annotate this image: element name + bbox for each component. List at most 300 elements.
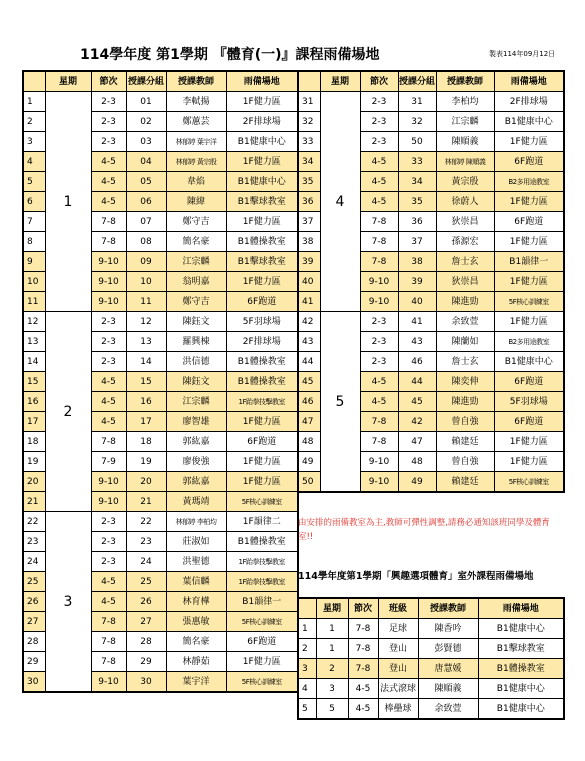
row-number: 6: [23, 192, 45, 212]
venue-cell: 6F跑道: [494, 152, 564, 172]
group-cell: 09: [126, 252, 166, 272]
row-number: 17: [23, 412, 45, 432]
group-cell: 14: [126, 352, 166, 372]
header-class: 班級: [378, 598, 418, 619]
period-cell: 7-8: [348, 639, 378, 659]
teacher-cell: 徐蔚人: [436, 192, 494, 212]
period-cell: 2-3: [91, 552, 126, 572]
teacher-cell: 江宗麟: [436, 112, 494, 132]
teacher-cell: 林郁婷 李柏均: [166, 512, 226, 532]
venue-cell: B1健康中心: [478, 699, 564, 720]
row-number: 46: [298, 392, 320, 412]
header-group: 授課分組: [126, 71, 166, 92]
period-cell: 7-8: [91, 212, 126, 232]
row-number: 37: [298, 212, 320, 232]
venue-cell: 1F健力區: [226, 92, 298, 112]
group-cell: 11: [126, 292, 166, 312]
teacher-cell: 黃瑪靖: [166, 492, 226, 512]
group-cell: 39: [398, 272, 436, 292]
venue-cell: 1F跆拳技擊教室: [226, 552, 298, 572]
period-cell: 4-5: [348, 699, 378, 720]
teacher-cell: 陳順義: [418, 679, 478, 699]
teacher-cell: 陳香吟: [418, 619, 478, 639]
group-cell: 13: [126, 332, 166, 352]
group-cell: 10: [126, 272, 166, 292]
teacher-cell: 韋焰: [166, 172, 226, 192]
group-cell: 18: [126, 432, 166, 452]
row-number: 1: [298, 619, 316, 639]
venue-cell: B1韻律一: [226, 592, 298, 612]
period-cell: 9-10: [91, 472, 126, 492]
teacher-cell: 郭紘嘉: [166, 432, 226, 452]
venue-cell: B1體操教室: [226, 232, 298, 252]
teacher-cell: 詹士玄: [436, 252, 494, 272]
teacher-cell: 黃宗殷: [436, 172, 494, 192]
group-cell: 19: [126, 452, 166, 472]
weekday-group: 3: [45, 512, 91, 693]
teacher-cell: 林育樺: [166, 592, 226, 612]
row-number: 50: [298, 472, 320, 493]
teacher-cell: 翁明嘉: [166, 272, 226, 292]
teacher-cell: 陳鈺文: [166, 312, 226, 332]
weekday-group: 5: [320, 312, 360, 493]
group-cell: 21: [126, 492, 166, 512]
row-number: 26: [23, 592, 45, 612]
period-cell: 2-3: [91, 532, 126, 552]
venue-cell: 1F健力區: [226, 472, 298, 492]
group-cell: 01: [126, 92, 166, 112]
row-number: 32: [298, 112, 320, 132]
venue-cell: 1F健力區: [226, 152, 298, 172]
period-cell: 4-5: [91, 192, 126, 212]
row-number: 8: [23, 232, 45, 252]
teacher-cell: 陳鈺文: [166, 372, 226, 392]
row-number: 20: [23, 472, 45, 492]
period-cell: 9-10: [360, 292, 398, 312]
period-cell: 7-8: [91, 432, 126, 452]
group-cell: 26: [126, 592, 166, 612]
period-cell: 2-3: [91, 92, 126, 112]
period-cell: 2-3: [91, 332, 126, 352]
group-cell: 47: [398, 432, 436, 452]
period-cell: 2-3: [91, 352, 126, 372]
venue-cell: 1F韻律二: [226, 512, 298, 532]
header-venue: 雨備場地: [494, 71, 564, 92]
table-row: [298, 92, 564, 112]
row-number: 16: [23, 392, 45, 412]
group-cell: 05: [126, 172, 166, 192]
weekday-group: 2: [45, 312, 91, 512]
group-cell: 41: [398, 312, 436, 332]
teacher-cell: 洪聖德: [166, 552, 226, 572]
teacher-cell: 彭賢德: [418, 639, 478, 659]
table-row: [298, 312, 564, 332]
row-number: 9: [23, 252, 45, 272]
venue-cell: 1F健力區: [226, 452, 298, 472]
venue-cell: 6F跑道: [494, 372, 564, 392]
row-number: 13: [23, 332, 45, 352]
group-cell: 35: [398, 192, 436, 212]
venue-cell: B1體操教室: [226, 372, 298, 392]
venue-cell: B2多用途教室: [494, 172, 564, 192]
class-cell: 登山: [378, 659, 418, 679]
teacher-cell: 江宗麟: [166, 252, 226, 272]
teacher-cell: 簡名豪: [166, 232, 226, 252]
period-cell: 4-5: [360, 152, 398, 172]
group-cell: 48: [398, 452, 436, 472]
period-cell: 2-3: [91, 112, 126, 132]
period-cell: 4-5: [91, 152, 126, 172]
row-number: 23: [23, 532, 45, 552]
row-number: 47: [298, 412, 320, 432]
teacher-cell: 狄崇昌: [436, 272, 494, 292]
group-cell: 16: [126, 392, 166, 412]
venue-cell: B1健康中心: [494, 112, 564, 132]
header-teacher: 授課教師: [418, 598, 478, 619]
period-cell: 4-5: [360, 392, 398, 412]
group-cell: 50: [398, 132, 436, 152]
group-cell: 03: [126, 132, 166, 152]
period-cell: 9-10: [91, 492, 126, 512]
left-schedule-table: [22, 70, 299, 693]
header-teacher: 授課教師: [166, 71, 226, 92]
group-cell: 33: [398, 152, 436, 172]
weekday-cell: 3: [316, 679, 348, 699]
row-number: 34: [298, 152, 320, 172]
period-cell: 2-3: [360, 132, 398, 152]
row-number: 1: [23, 92, 45, 112]
teacher-cell: 洪信德: [166, 352, 226, 372]
teacher-cell: 羅興棟: [166, 332, 226, 352]
table-header-row: [23, 71, 298, 92]
row-number: 42: [298, 312, 320, 332]
venue-cell: 5F羽球場: [494, 392, 564, 412]
period-cell: 7-8: [360, 432, 398, 452]
teacher-cell: 賴建廷: [436, 432, 494, 452]
period-cell: 7-8: [91, 232, 126, 252]
venue-cell: 5F羽球場: [226, 312, 298, 332]
venue-cell: 2F排球場: [494, 92, 564, 112]
period-cell: 9-10: [91, 252, 126, 272]
group-cell: 37: [398, 232, 436, 252]
teacher-cell: 林靜茹: [166, 652, 226, 672]
period-cell: 4-5: [348, 679, 378, 699]
teacher-cell: 鄭守吉: [166, 212, 226, 232]
teacher-cell: 張惠敏: [166, 612, 226, 632]
venue-cell: 6F跑道: [494, 212, 564, 232]
row-number: 43: [298, 332, 320, 352]
venue-cell: 5F核心訓練室: [226, 492, 298, 512]
group-cell: 08: [126, 232, 166, 252]
header-teacher: 授課教師: [436, 71, 494, 92]
teacher-cell: 曾自強: [436, 412, 494, 432]
period-cell: 2-3: [91, 312, 126, 332]
venue-cell: 2F排球場: [226, 112, 298, 132]
teacher-cell: 鄭蕙芸: [166, 112, 226, 132]
row-number: 33: [298, 132, 320, 152]
table-row: [298, 679, 564, 699]
header-weekday: 星期: [320, 71, 360, 92]
group-cell: 45: [398, 392, 436, 412]
row-number: 31: [298, 92, 320, 112]
group-cell: 31: [398, 92, 436, 112]
row-number: 4: [23, 152, 45, 172]
group-cell: 23: [126, 532, 166, 552]
teacher-cell: 孫源宏: [436, 232, 494, 252]
group-cell: 25: [126, 572, 166, 592]
teacher-cell: 賴建廷: [436, 472, 494, 493]
row-number: 35: [298, 172, 320, 192]
teacher-cell: 李軾揚: [166, 92, 226, 112]
teacher-cell: 廖俊強: [166, 452, 226, 472]
table-row: [298, 639, 564, 659]
period-cell: 4-5: [360, 172, 398, 192]
class-cell: 法式滾球: [378, 679, 418, 699]
teacher-cell: 陳進勁: [436, 392, 494, 412]
group-cell: 42: [398, 412, 436, 432]
teacher-cell: 詹士玄: [436, 352, 494, 372]
venue-cell: B1健康中心: [478, 679, 564, 699]
group-cell: 20: [126, 472, 166, 492]
period-cell: 4-5: [91, 392, 126, 412]
group-cell: 38: [398, 252, 436, 272]
venue-cell: 1F健力區: [494, 432, 564, 452]
header-group: 授課分組: [398, 71, 436, 92]
period-cell: 4-5: [360, 192, 398, 212]
group-cell: 28: [126, 632, 166, 652]
venue-cell: 6F跑道: [226, 432, 298, 452]
row-number: 21: [23, 492, 45, 512]
group-cell: 07: [126, 212, 166, 232]
teacher-cell: 莊淑如: [166, 532, 226, 552]
venue-cell: B1擊球教室: [226, 192, 298, 212]
row-number: 5: [298, 699, 316, 720]
venue-cell: 1F健力區: [226, 652, 298, 672]
teacher-cell: 余致萱: [418, 699, 478, 720]
period-cell: 7-8: [91, 632, 126, 652]
teacher-cell: 郭紘嘉: [166, 472, 226, 492]
venue-cell: 1F健力區: [494, 312, 564, 332]
period-cell: 9-10: [91, 672, 126, 693]
period-cell: 7-9: [91, 452, 126, 472]
header-period: 節次: [360, 71, 398, 92]
period-cell: 2-3: [360, 352, 398, 372]
teacher-cell: 陳進勁: [436, 292, 494, 312]
teacher-cell: 余致萱: [436, 312, 494, 332]
period-cell: 4-5: [91, 412, 126, 432]
teacher-cell: 葉宇洋: [166, 672, 226, 693]
period-cell: 9-10: [360, 272, 398, 292]
period-cell: 7-8: [360, 252, 398, 272]
row-number: 28: [23, 632, 45, 652]
period-cell: 9-10: [360, 452, 398, 472]
venue-cell: 1F健力區: [226, 212, 298, 232]
row-number: 15: [23, 372, 45, 392]
row-number: 2: [23, 112, 45, 132]
row-number: 41: [298, 292, 320, 312]
venue-cell: 1F健力區: [226, 412, 298, 432]
row-number: 38: [298, 232, 320, 252]
class-cell: 登山: [378, 639, 418, 659]
table-row: [23, 92, 298, 112]
teacher-cell: 陳奕伸: [436, 372, 494, 392]
row-number: 11: [23, 292, 45, 312]
venue-cell: 1F跆拳技擊教室: [226, 572, 298, 592]
venue-cell: 5F核心訓練室: [226, 672, 298, 693]
row-number: 22: [23, 512, 45, 532]
group-cell: 36: [398, 212, 436, 232]
group-cell: 43: [398, 332, 436, 352]
table-row: [298, 619, 564, 639]
row-number: 5: [23, 172, 45, 192]
group-cell: 44: [398, 372, 436, 392]
period-cell: 4-5: [91, 592, 126, 612]
header-period: 節次: [91, 71, 126, 92]
period-cell: 7-8: [91, 612, 126, 632]
period-cell: 7-8: [348, 619, 378, 639]
group-cell: 17: [126, 412, 166, 432]
venue-cell: 1F健力區: [494, 452, 564, 472]
table-row: [23, 312, 298, 332]
row-number: 12: [23, 312, 45, 332]
row-number: 10: [23, 272, 45, 292]
venue-cell: B1健康中心: [226, 172, 298, 192]
venue-cell: 6F跑道: [494, 412, 564, 432]
teacher-cell: 狄崇昌: [436, 212, 494, 232]
venue-cell: 6F跑道: [226, 632, 298, 652]
row-number: 24: [23, 552, 45, 572]
header-weekday: 星期: [45, 71, 91, 92]
table-header-row: [298, 598, 564, 619]
period-cell: 2-3: [360, 312, 398, 332]
row-number: 45: [298, 372, 320, 392]
row-number: 14: [23, 352, 45, 372]
period-cell: 7-8: [91, 652, 126, 672]
venue-cell: 6F跑道: [226, 292, 298, 312]
row-number: 3: [23, 132, 45, 152]
row-number: 48: [298, 432, 320, 452]
period-cell: 7-8: [348, 659, 378, 679]
group-cell: 34: [398, 172, 436, 192]
teacher-cell: 唐慧媛: [418, 659, 478, 679]
right-schedule-table: [297, 70, 565, 493]
period-cell: 9-10: [360, 472, 398, 493]
period-cell: 2-3: [360, 92, 398, 112]
venue-cell: 5F核心訓練室: [494, 472, 564, 493]
teacher-cell: 曾自強: [436, 452, 494, 472]
row-number: 3: [298, 659, 316, 679]
period-cell: 2-3: [360, 112, 398, 132]
period-cell: 4-5: [91, 372, 126, 392]
teacher-cell: 林郁婷 葉宇洋: [166, 132, 226, 152]
rain-note: 由安排的雨備教室為主,教師可彈性調整,請務必通知該班同學及體育室!!: [298, 518, 550, 542]
venue-cell: B1擊球教室: [226, 252, 298, 272]
period-cell: 2-3: [91, 132, 126, 152]
venue-cell: 1F健力區: [494, 192, 564, 212]
period-cell: 7-8: [360, 232, 398, 252]
row-number: 30: [23, 672, 45, 693]
group-cell: 29: [126, 652, 166, 672]
period-cell: 7-8: [360, 212, 398, 232]
venue-cell: 1F健力區: [494, 272, 564, 292]
group-cell: 27: [126, 612, 166, 632]
row-number: 18: [23, 432, 45, 452]
row-number: 27: [23, 612, 45, 632]
teacher-cell: 陳順義: [436, 132, 494, 152]
weekday-cell: 5: [316, 699, 348, 720]
group-cell: 15: [126, 372, 166, 392]
row-number: 7: [23, 212, 45, 232]
teacher-cell: 簡名豪: [166, 632, 226, 652]
weekday-cell: 1: [316, 619, 348, 639]
teacher-cell: 陳蘭如: [436, 332, 494, 352]
teacher-cell: 鄭守吉: [166, 292, 226, 312]
row-number: 29: [23, 652, 45, 672]
row-number: 2: [298, 639, 316, 659]
teacher-cell: 江宗麟: [166, 392, 226, 412]
weekday-group: 1: [45, 92, 91, 312]
header-blank: [298, 598, 316, 619]
venue-cell: B1體操教室: [226, 352, 298, 372]
venue-cell: 1F健力區: [494, 232, 564, 252]
venue-cell: 1F健力區: [494, 132, 564, 152]
group-cell: 06: [126, 192, 166, 212]
group-cell: 32: [398, 112, 436, 132]
group-cell: 40: [398, 292, 436, 312]
period-cell: 9-10: [91, 292, 126, 312]
venue-cell: 5F核心訓練室: [494, 292, 564, 312]
venue-cell: 2F排球場: [226, 332, 298, 352]
teacher-cell: 葉信麟: [166, 572, 226, 592]
teacher-cell: 李柏均: [436, 92, 494, 112]
date-label: 製表114年09月12日: [489, 50, 556, 58]
venue-cell: 1F跆拳技擊教室: [226, 392, 298, 412]
table-header-row: [298, 71, 564, 92]
venue-cell: B1健康中心: [478, 619, 564, 639]
period-cell: 2-3: [91, 512, 126, 532]
venue-cell: 5F核心訓練室: [226, 612, 298, 632]
venue-cell: B1健康中心: [226, 132, 298, 152]
venue-cell: B1體操教室: [478, 659, 564, 679]
period-cell: 4-5: [91, 572, 126, 592]
weekday-cell: 2: [316, 659, 348, 679]
period-cell: 4-5: [91, 172, 126, 192]
table-row: [298, 699, 564, 720]
group-cell: 49: [398, 472, 436, 493]
period-cell: 2-3: [360, 332, 398, 352]
row-number: 40: [298, 272, 320, 292]
weekday-cell: 1: [316, 639, 348, 659]
header-blank: [298, 71, 320, 92]
group-cell: 02: [126, 112, 166, 132]
header-venue: 雨備場地: [478, 598, 564, 619]
header-venue: 雨備場地: [226, 71, 298, 92]
teacher-cell: 林郁婷 陳順義: [436, 152, 494, 172]
header-weekday: 星期: [316, 598, 348, 619]
group-cell: 12: [126, 312, 166, 332]
class-cell: 足球: [378, 619, 418, 639]
teacher-cell: 林郁婷 黃宗殷: [166, 152, 226, 172]
period-cell: 9-10: [91, 272, 126, 292]
group-cell: 04: [126, 152, 166, 172]
header-blank: [23, 71, 45, 92]
venue-cell: 1F健力區: [226, 272, 298, 292]
group-cell: 30: [126, 672, 166, 693]
venue-cell: B1韻律一: [494, 252, 564, 272]
weekday-group: 4: [320, 92, 360, 312]
venue-cell: B2多用途教室: [494, 332, 564, 352]
class-cell: 棒壘球: [378, 699, 418, 720]
